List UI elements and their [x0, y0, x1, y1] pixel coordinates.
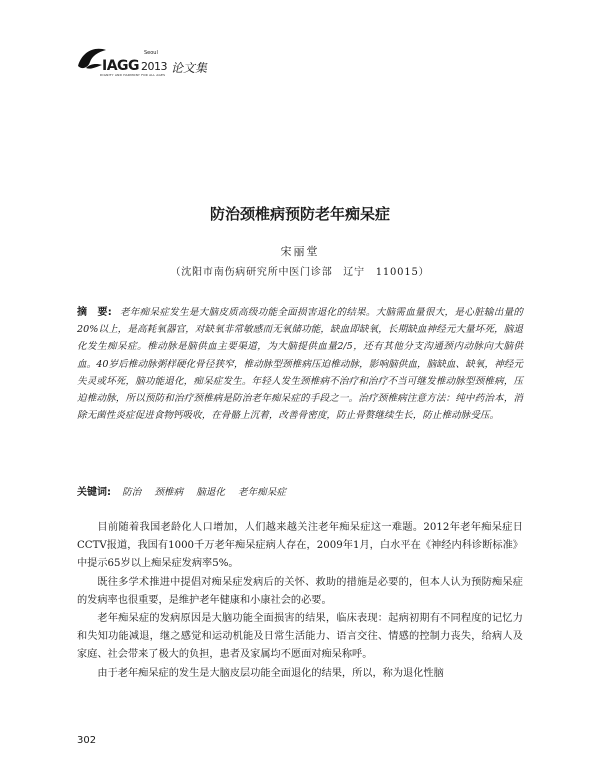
article-title: 防治颈椎病预防老年痴呆症: [209, 205, 390, 223]
keyword: 脑退化: [196, 487, 225, 498]
logo-superscript: Seoul: [144, 50, 158, 56]
abstract: [77, 304, 523, 424]
logo-main: IAGG: [102, 58, 140, 74]
logo-tagline: DIGNITY AND HARMONY FOR ALL AGES: [100, 73, 166, 77]
author: 宋丽堂: [280, 245, 320, 258]
affiliation: （沈阳市南伤病研究所中医门诊部 辽宁 110015）: [170, 267, 430, 278]
paragraph: 既往多学术推进中提倡对痴呆症发病后的关怀、救助的措施是必要的，但本人认为预防痴呆症的发病率也很重要，是维护老年健康和小康社会的必要。: [77, 576, 523, 606]
keyword: 颈椎病: [154, 487, 184, 498]
proceedings-title: 论文集: [171, 61, 208, 75]
keyword: 老年痴呆症: [238, 487, 286, 498]
paragraph: 老年痴呆症的发病原因是大脑功能全面损害的结果，临床表现：起病初期有不同程度的记忆力和失知功能减退，继之感觉和运动机能及日常生活能力、语言交往、情感的控制力丧失，给病人及家庭、社会带来了极大的负担，患者及家属均不愿面对痴呆称呼。: [77, 613, 523, 661]
paragraph: 目前随着我国老龄化人口增加，人们越来越关注老年痴呆症这一难题。2012年老年痴呆症日CCTV报道，我国有1000千万老年痴呆症病人存在，2009年1月，白水平在《神经内科诊断标准》中提示65岁以上痴呆症发病率5%。: [77, 522, 523, 570]
abstract-text: 老年痴呆症发生是大脑皮质高级功能全面损害退化的结果。大脑需血量很大，是心脏输出量的20%以上，是高耗氧器官，对缺氧非常敏感而无氧储功能，缺血即缺氧，长期缺血神经元大量坏死，脑退化发生痴呆症。椎动脉是脑供血主要渠道，为大脑提供血量2/5，还有其他分支沟通颈内动脉向大脑供血。40岁后椎动脉粥样硬化骨径狭窄，椎动脉型颈椎病压迫椎动脉，影响脑供血，脑缺血、缺氧，神经元失灵或坏死，脑功能退化，痴呆症发生。年轻人发生颈椎病不治疗和治疗不当可继发椎动脉型颈椎病，压迫椎动脉，所以预防和治疗颈椎病是防治老年痴呆症的手段之一。治疗颈椎病注意方法：纯中药治本，消除无菌性炎症促进食物钙吸收，在骨骼上沉着，改善骨密度，防止骨赘继续生长，防止椎动脉受压。: [77, 307, 524, 422]
keyword: 防治: [122, 487, 142, 498]
header: [76, 46, 276, 80]
paragraph: 由于老年痴呆症的发生是大脑皮层功能全面退化的结果，所以，称为退化性脑: [97, 667, 444, 679]
keywords: [77, 483, 523, 498]
keywords-label: 关键词:: [77, 487, 111, 498]
abstract-label: 摘 要:: [77, 307, 112, 318]
logo-year: 2013: [141, 60, 168, 73]
body-text: [77, 519, 523, 683]
logo-text: [102, 58, 167, 74]
page-number: 302: [77, 735, 97, 746]
